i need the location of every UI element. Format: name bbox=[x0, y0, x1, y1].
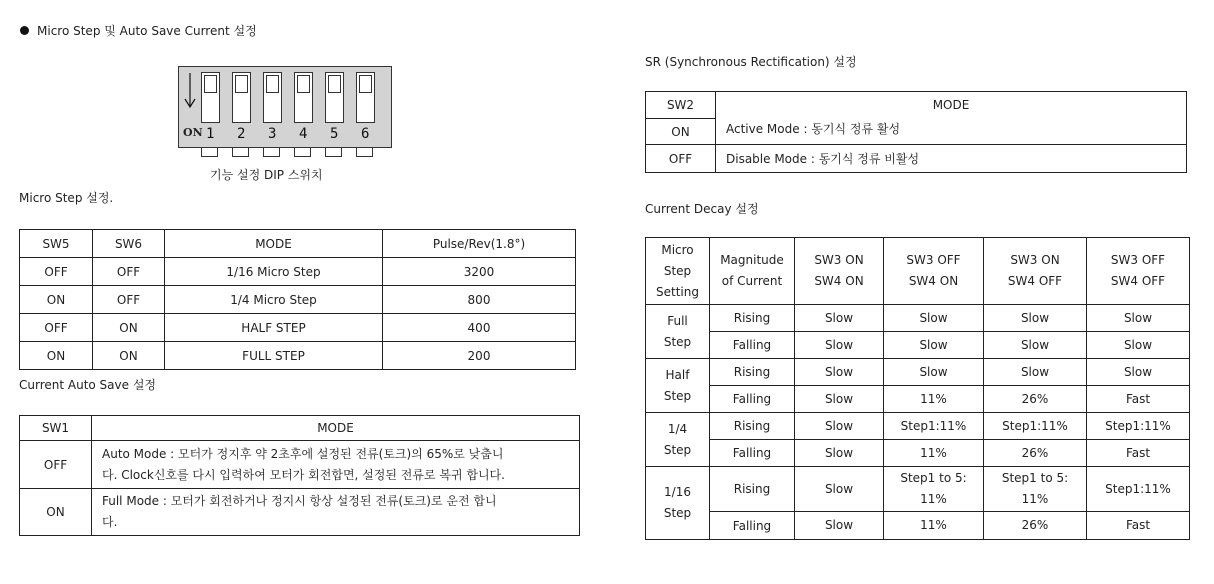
decay-value-cell bbox=[884, 440, 984, 467]
decay-table-body bbox=[646, 305, 1190, 540]
dip-switch-1 bbox=[201, 72, 220, 123]
dip-number: 4 bbox=[299, 126, 308, 142]
dip-knob bbox=[328, 75, 341, 93]
dip-pin bbox=[356, 148, 373, 157]
decay-value-cell bbox=[884, 305, 984, 332]
header-line: SW4 OFF bbox=[1007, 274, 1063, 288]
decay-value-cell bbox=[795, 467, 884, 512]
cell-line: 26% bbox=[1021, 391, 1049, 406]
decay-value-cell bbox=[1087, 305, 1190, 332]
header-cell: SW6 bbox=[93, 230, 165, 258]
micro-step-cell bbox=[646, 359, 710, 413]
cell-line: Step1 to 5: bbox=[900, 471, 967, 485]
dip-knob bbox=[235, 75, 248, 93]
table-row bbox=[20, 314, 576, 342]
cell-line: Slow bbox=[1123, 364, 1153, 379]
decay-value-cell bbox=[795, 305, 884, 332]
table-cell: ON bbox=[93, 342, 165, 370]
cell-line: Slow bbox=[919, 310, 948, 325]
table-row bbox=[646, 332, 1190, 359]
cell-line: Slow bbox=[824, 481, 854, 496]
decay-value-cell bbox=[984, 386, 1087, 413]
decay-value-cell bbox=[884, 332, 984, 359]
magnitude-cell: Falling bbox=[710, 440, 795, 467]
decay-value-cell bbox=[795, 359, 884, 386]
decay-value-cell bbox=[984, 305, 1087, 332]
decay-value-cell bbox=[884, 512, 984, 540]
table-cell: FULL STEP bbox=[165, 342, 383, 370]
table-cell: HALF STEP bbox=[165, 314, 383, 342]
header-cell bbox=[1087, 238, 1190, 305]
dip-number: 2 bbox=[237, 126, 246, 142]
magnitude-cell: Falling bbox=[710, 332, 795, 359]
decay-value-cell bbox=[984, 512, 1087, 540]
sr-table bbox=[645, 91, 1187, 173]
mode-text: Disable Mode : 동기식 정류 비활성 bbox=[716, 145, 1187, 173]
header-cell bbox=[646, 238, 710, 305]
dip-knob bbox=[204, 75, 217, 93]
table-cell: OFF bbox=[20, 441, 92, 489]
dip-pin bbox=[201, 148, 218, 157]
decay-title: Current Decay 설정 bbox=[645, 202, 759, 216]
cell-line: Step bbox=[663, 334, 692, 349]
decay-value-cell bbox=[1087, 359, 1190, 386]
table-cell: ON bbox=[20, 489, 92, 536]
dip-knob bbox=[297, 75, 310, 93]
cell-line: Fast bbox=[1125, 391, 1151, 406]
mode-line: Auto Mode : 모터가 정지후 약 2초후에 설정된 전류(토크)의 65%로 낮춥니 bbox=[102, 446, 504, 461]
cell-line: Slow bbox=[1123, 337, 1153, 352]
cell-line: 11% bbox=[1021, 492, 1049, 506]
decay-value-cell bbox=[984, 413, 1087, 440]
header-line: of Current bbox=[721, 274, 783, 288]
header-cell bbox=[984, 238, 1087, 305]
cell-line: 11% bbox=[920, 445, 947, 460]
decay-value-cell bbox=[1087, 386, 1190, 413]
table-cell: OFF bbox=[646, 145, 716, 173]
micro-step-cell bbox=[646, 305, 710, 359]
header-cell: MODE bbox=[932, 98, 970, 112]
header-cell: SW2 bbox=[646, 92, 716, 119]
dip-on-label: ON bbox=[183, 126, 203, 139]
mode-line: 다. Clock신호를 다시 입력하여 모터가 회전합면, 설정된 전류로 복귀 합니다. bbox=[102, 467, 505, 482]
table-header-row bbox=[20, 416, 580, 441]
magnitude-cell: Falling bbox=[710, 512, 795, 540]
table-row bbox=[20, 441, 580, 489]
decay-value-cell bbox=[984, 332, 1087, 359]
table-row bbox=[646, 145, 1187, 173]
cell-line: Fast bbox=[1125, 445, 1151, 460]
cell-line: Slow bbox=[1020, 310, 1050, 325]
table-cell: ON bbox=[646, 119, 716, 145]
sr-title: SR (Synchronous Rectification) 설정 bbox=[645, 55, 857, 69]
decay-value-cell bbox=[1087, 512, 1190, 540]
header-line: SW4 OFF bbox=[1110, 274, 1166, 288]
cell-line: 1/4 bbox=[667, 421, 688, 436]
decay-value-cell bbox=[795, 413, 884, 440]
decay-value-cell bbox=[1087, 332, 1190, 359]
cell-line: Slow bbox=[824, 391, 854, 406]
decay-value-cell bbox=[795, 440, 884, 467]
cell-line: Step bbox=[663, 388, 692, 403]
magnitude-cell: Rising bbox=[710, 305, 795, 332]
dip-switch-2 bbox=[232, 72, 251, 123]
decay-value-cell bbox=[795, 512, 884, 540]
table-cell: ON bbox=[93, 314, 165, 342]
table-row bbox=[646, 92, 1187, 119]
dip-caption: 기능 설정 DIP 스위치 bbox=[210, 168, 323, 182]
table-cell: 3200 bbox=[383, 258, 576, 286]
bullet-icon bbox=[20, 26, 29, 35]
dip-pin bbox=[325, 148, 342, 157]
table-row bbox=[646, 305, 1190, 332]
section-title bbox=[20, 22, 257, 39]
auto-save-title: Current Auto Save 설정 bbox=[19, 378, 157, 392]
magnitude-cell: Rising bbox=[710, 359, 795, 386]
dip-pin bbox=[263, 148, 280, 157]
mode-text: Active Mode : 동기식 정류 활성 bbox=[726, 122, 901, 136]
table-row bbox=[20, 258, 576, 286]
table-cell: 1/4 Micro Step bbox=[165, 286, 383, 314]
cell-line: 11% bbox=[920, 492, 947, 506]
dip-switch-4 bbox=[294, 72, 313, 123]
cell-line: 1/16 bbox=[664, 485, 691, 499]
header-line: Step bbox=[663, 263, 692, 278]
decay-value-cell bbox=[884, 386, 984, 413]
header-line: SW3 OFF bbox=[1110, 253, 1166, 267]
table-cell: ON bbox=[20, 286, 93, 314]
decay-value-cell bbox=[1087, 467, 1190, 512]
table-cell: OFF bbox=[93, 286, 165, 314]
cell-line: 26% bbox=[1021, 518, 1049, 532]
micro-step-table bbox=[19, 229, 576, 370]
header-cell bbox=[795, 238, 884, 305]
magnitude-cell: Rising bbox=[710, 413, 795, 440]
header-cell: SW1 bbox=[20, 416, 92, 441]
dip-switch-6 bbox=[356, 72, 375, 123]
table-row bbox=[20, 286, 576, 314]
cell-line: Slow bbox=[824, 445, 854, 460]
table-header-row bbox=[20, 230, 576, 258]
cell-line: Slow bbox=[824, 337, 854, 352]
header-line: SW4 ON bbox=[908, 274, 959, 288]
dip-pin bbox=[294, 148, 311, 157]
cell-line: Slow bbox=[824, 418, 854, 433]
section-title-text: Micro Step 및 Auto Save Current 설정 bbox=[37, 24, 257, 38]
cell-line: Step bbox=[663, 442, 692, 457]
table-row bbox=[646, 413, 1190, 440]
table-row bbox=[646, 386, 1190, 413]
cell-line: Slow bbox=[1020, 364, 1050, 379]
magnitude-cell: Falling bbox=[710, 386, 795, 413]
table-cell: OFF bbox=[20, 258, 93, 286]
cell-line: Slow bbox=[919, 364, 948, 379]
dip-number: 5 bbox=[330, 126, 339, 142]
mode-line: Full Mode : 모터가 회전하거나 정지시 항상 설정된 전류(토크)로 운전 합니 bbox=[102, 494, 497, 508]
decay-value-cell bbox=[984, 440, 1087, 467]
micro-step-title: Micro Step 설정. bbox=[19, 191, 114, 205]
cell-line: Slow bbox=[919, 337, 948, 352]
cell-line: Slow bbox=[1123, 310, 1153, 325]
table-row bbox=[646, 512, 1190, 540]
dip-number: 1 bbox=[206, 126, 215, 142]
table-row bbox=[646, 359, 1190, 386]
mode-line: 다. bbox=[102, 515, 118, 529]
cell-line: Step1:11% bbox=[900, 418, 967, 433]
table-cell: 1/16 Micro Step bbox=[165, 258, 383, 286]
header-cell: SW5 bbox=[20, 230, 93, 258]
decay-value-cell bbox=[1087, 413, 1190, 440]
decay-table bbox=[645, 237, 1190, 540]
table-cell: OFF bbox=[20, 314, 93, 342]
table-row bbox=[20, 342, 576, 370]
dip-number: 3 bbox=[268, 126, 277, 142]
magnitude-cell: Rising bbox=[710, 467, 795, 512]
dip-switch-3 bbox=[263, 72, 282, 123]
table-row bbox=[646, 440, 1190, 467]
table-row bbox=[20, 489, 580, 536]
cell-line: 26% bbox=[1021, 445, 1049, 460]
dip-number: 6 bbox=[361, 126, 370, 142]
header-line: Micro bbox=[661, 242, 694, 257]
cell-line: Slow bbox=[824, 364, 854, 379]
cell-line: Step1 to 5: bbox=[1001, 471, 1069, 485]
decay-value-cell bbox=[1087, 440, 1190, 467]
micro-step-cell bbox=[646, 467, 710, 540]
cell-line: Slow bbox=[824, 518, 854, 532]
decay-value-cell bbox=[884, 359, 984, 386]
header-cell: Pulse/Rev(1.8°) bbox=[383, 230, 576, 258]
micro-step-cell bbox=[646, 413, 710, 467]
cell-line: 11% bbox=[920, 391, 947, 406]
table-cell: ON bbox=[20, 342, 93, 370]
header-cell bbox=[884, 238, 984, 305]
cell-line: Step1:11% bbox=[1002, 418, 1068, 433]
header-cell bbox=[710, 238, 795, 305]
decay-value-cell bbox=[795, 386, 884, 413]
table-cell: 800 bbox=[383, 286, 576, 314]
cell-line: Fast bbox=[1125, 518, 1151, 532]
header-line: SW4 ON bbox=[814, 274, 864, 288]
header-cell: MODE bbox=[165, 230, 383, 258]
mode-cell bbox=[716, 92, 1187, 145]
auto-save-table bbox=[19, 415, 580, 536]
cell-line: Slow bbox=[1020, 337, 1050, 352]
cell-line: 11% bbox=[920, 518, 947, 532]
table-cell: 200 bbox=[383, 342, 576, 370]
table-row bbox=[646, 467, 1190, 512]
decay-value-cell bbox=[884, 413, 984, 440]
dip-switch-5 bbox=[325, 72, 344, 123]
cell-line: Slow bbox=[824, 310, 854, 325]
header-line: Magnitude bbox=[720, 253, 784, 267]
cell-line: Full bbox=[667, 313, 688, 328]
mode-description bbox=[92, 489, 580, 536]
decay-value-cell bbox=[984, 467, 1087, 512]
dip-knob bbox=[266, 75, 279, 93]
cell-line: Step1:11% bbox=[1105, 418, 1171, 433]
cell-line: Half bbox=[665, 367, 690, 382]
table-cell: 400 bbox=[383, 314, 576, 342]
decay-value-cell bbox=[884, 467, 984, 512]
dip-knob bbox=[359, 75, 372, 93]
table-cell: OFF bbox=[93, 258, 165, 286]
header-line: SW3 ON bbox=[1010, 253, 1060, 267]
cell-line: Step bbox=[663, 506, 692, 520]
decay-value-cell bbox=[984, 359, 1087, 386]
header-line: Setting bbox=[656, 284, 699, 299]
header-line: SW3 ON bbox=[814, 253, 864, 267]
table-header-row bbox=[646, 238, 1190, 305]
dip-pin bbox=[232, 148, 249, 157]
dip-switch bbox=[178, 66, 392, 148]
arrow-down-icon bbox=[184, 73, 196, 109]
mode-description bbox=[92, 441, 580, 489]
header-cell: MODE bbox=[92, 416, 580, 441]
header-line: SW3 OFF bbox=[906, 253, 961, 267]
decay-value-cell bbox=[795, 332, 884, 359]
cell-line: Step1:11% bbox=[1105, 481, 1171, 496]
